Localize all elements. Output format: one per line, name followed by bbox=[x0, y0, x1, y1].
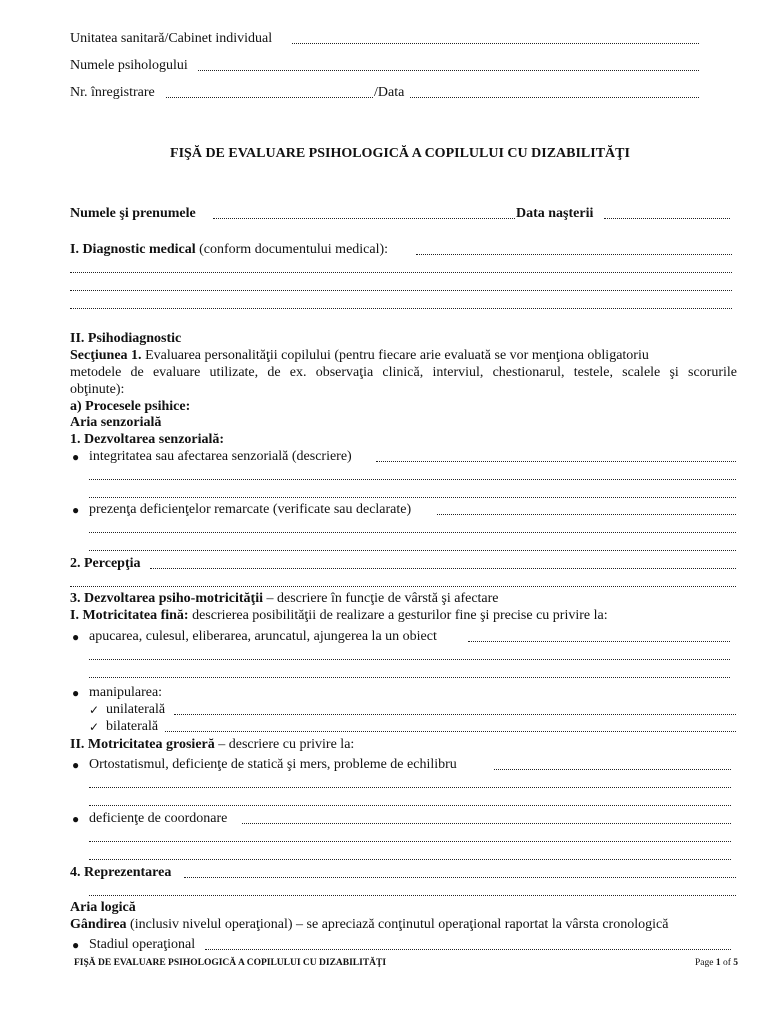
unilaterala-field[interactable] bbox=[174, 701, 736, 719]
coordonare-label: deficienţe de coordonare bbox=[89, 811, 228, 826]
document-title: FIŞĂ DE EVALUARE PSIHOLOGICĂ A COPILULUI CU DIZABILITĂŢI bbox=[170, 146, 630, 161]
reprezentarea-heading: 4. Reprezentarea bbox=[70, 865, 172, 880]
diagnostic-line[interactable] bbox=[70, 277, 732, 295]
stadiul-label: Stadiul operaţional bbox=[89, 937, 196, 952]
integritate-line[interactable] bbox=[89, 466, 736, 484]
ortostatism-label: Ortostatismul, deficienţe de statică şi mers, probleme de echilibru bbox=[89, 757, 457, 772]
reprezentarea-line[interactable] bbox=[89, 882, 736, 900]
bullet-icon: ● bbox=[72, 503, 80, 517]
bullet-icon: ● bbox=[72, 758, 80, 772]
unitate-field[interactable] bbox=[292, 30, 699, 48]
psiho-heading: II. Psihodiagnostic bbox=[70, 331, 182, 346]
sectiune-line-3: obţinute): bbox=[70, 382, 125, 397]
reprezentarea-field[interactable] bbox=[184, 864, 736, 882]
motricitate-grosiera-heading: II. Motricitatea grosieră – descriere cu privire la: bbox=[70, 737, 355, 752]
bullet-icon: ● bbox=[72, 630, 80, 644]
check-icon: ✓ bbox=[89, 703, 100, 717]
perceptia-line[interactable] bbox=[70, 573, 736, 591]
apucarea-line[interactable] bbox=[89, 646, 730, 664]
psiholog-field[interactable] bbox=[198, 57, 699, 75]
psiholog-label: Numele psihologului bbox=[70, 58, 188, 73]
data-label: /Data bbox=[374, 85, 405, 100]
integritate-label: integritatea sau afectarea senzorială (descriere) bbox=[89, 449, 352, 464]
coordonare-line[interactable] bbox=[89, 846, 731, 864]
apucarea-field[interactable] bbox=[468, 628, 730, 646]
aria-senzoriala-heading: Aria senzorială bbox=[70, 415, 162, 430]
nume-label: Numele şi prenumele bbox=[70, 206, 196, 221]
aria-logica-heading: Aria logică bbox=[70, 900, 136, 915]
bullet-icon: ● bbox=[72, 938, 80, 952]
ortostatism-line[interactable] bbox=[89, 792, 731, 810]
manipularea-label: manipularea: bbox=[89, 685, 163, 700]
prezenta-field[interactable] bbox=[437, 501, 736, 519]
psihomotor-heading: 3. Dezvoltarea psiho-motricităţii – descriere în funcţie de vârstă şi afectare bbox=[70, 591, 499, 606]
sectiune-line-1: Secţiunea 1. Evaluarea personalităţii copilului (pentru fiecare arie evaluată se vor menţiona obligatoriu bbox=[70, 348, 649, 363]
motricitate-fina-heading: I. Motricitatea fină: descrierea posibilităţii de realizare a gesturilor fine şi precise cu privire la: bbox=[70, 608, 608, 623]
prezenta-line[interactable] bbox=[89, 519, 736, 537]
perceptia-field[interactable] bbox=[150, 555, 736, 573]
footer-title: FIŞĂ DE EVALUARE PSIHOLOGICĂ A COPILULUI CU DIZABILITĂŢI bbox=[74, 958, 387, 968]
prezenta-line[interactable] bbox=[89, 537, 736, 555]
perceptia-heading: 2. Percepţia bbox=[70, 556, 141, 571]
data-nasterii-label: Data naşterii bbox=[516, 206, 594, 221]
dezvoltare-senzoriala-heading: 1. Dezvoltarea senzorială: bbox=[70, 432, 225, 447]
apucarea-label: apucarea, culesul, eliberarea, aruncatul, ajungerea la un obiect bbox=[89, 629, 437, 644]
diagnostic-heading: I. Diagnostic medical (conform documentului medical): bbox=[70, 242, 389, 257]
ortostatism-line[interactable] bbox=[89, 774, 731, 792]
diagnostic-line[interactable] bbox=[70, 259, 732, 277]
bullet-icon: ● bbox=[72, 686, 80, 700]
integritate-field[interactable] bbox=[376, 448, 736, 466]
gandirea-heading: Gândirea (inclusiv nivelul operaţional) – se apreciază conţinutul operaţional raportat la vârsta cronologică bbox=[70, 917, 669, 932]
data-nasterii-field[interactable] bbox=[604, 205, 730, 223]
coordonare-line[interactable] bbox=[89, 828, 731, 846]
coordonare-field[interactable] bbox=[242, 810, 731, 828]
page-number: Page 1 of 5 bbox=[694, 958, 738, 968]
integritate-line[interactable] bbox=[89, 484, 736, 502]
bilaterala-label: bilaterală bbox=[106, 719, 159, 734]
diagnostic-line[interactable] bbox=[70, 295, 732, 313]
stadiul-field[interactable] bbox=[205, 936, 731, 954]
unitate-label: Unitatea sanitară/Cabinet individual bbox=[70, 31, 273, 46]
bullet-icon: ● bbox=[72, 450, 80, 464]
apucarea-line[interactable] bbox=[89, 664, 730, 682]
nr-label: Nr. înregistrare bbox=[70, 85, 155, 100]
procese-heading: a) Procesele psihice: bbox=[70, 399, 191, 414]
data-field[interactable] bbox=[410, 84, 699, 102]
prezenta-label: prezenţa deficienţelor remarcate (verificate sau declarate) bbox=[89, 502, 412, 517]
nr-field[interactable] bbox=[166, 84, 373, 102]
sectiune-line-2: metodele de evaluare utilizate, de ex. observaţia clinică, interviul, chestionarul, testele, scalele şi scorurile bbox=[70, 365, 737, 380]
check-icon: ✓ bbox=[89, 720, 100, 734]
ortostatism-field[interactable] bbox=[494, 756, 731, 774]
nume-field[interactable] bbox=[213, 205, 515, 223]
diagnostic-field[interactable] bbox=[416, 241, 732, 259]
unilaterala-label: unilaterală bbox=[106, 702, 166, 717]
bilaterala-field[interactable] bbox=[165, 718, 736, 736]
bullet-icon: ● bbox=[72, 812, 80, 826]
